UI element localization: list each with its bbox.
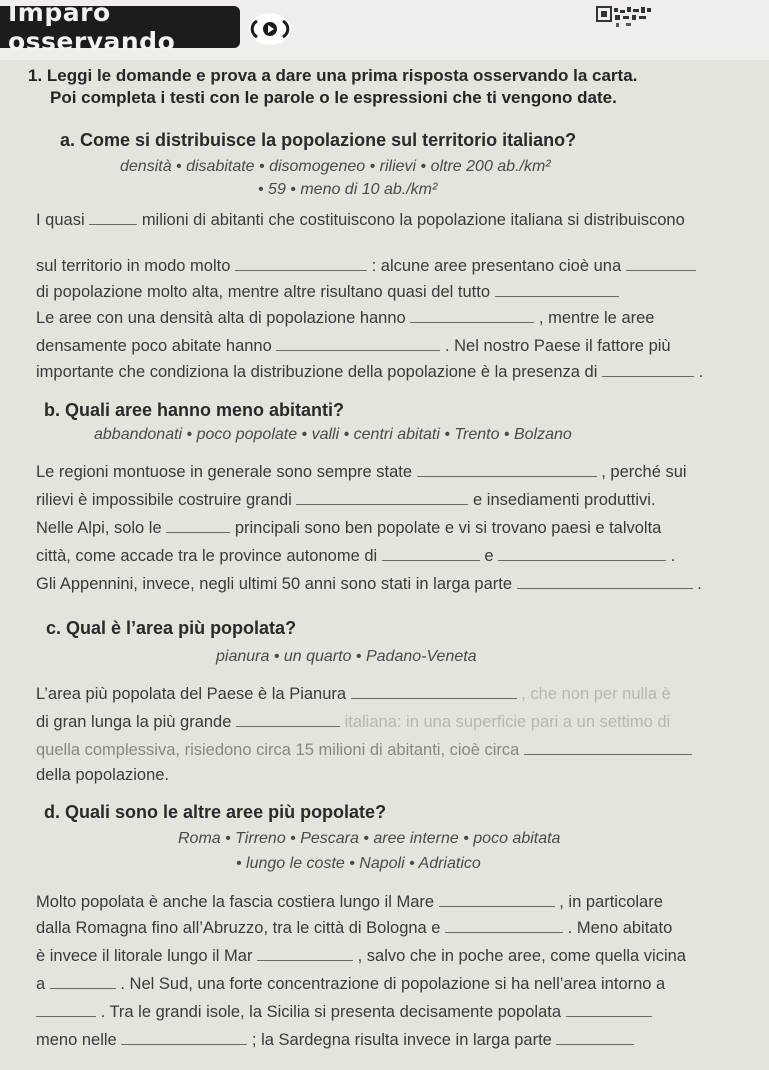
blank-a7[interactable] — [602, 362, 694, 377]
text-line-a2: sul territorio in modo molto : alcune aree presentano cioè una — [36, 256, 696, 276]
text-line-c2: di gran lunga la più grande italiana: in una superficie pari a un settimo di — [36, 713, 671, 731]
qr-code-icon[interactable] — [596, 6, 652, 32]
blank-a6[interactable] — [276, 336, 440, 351]
blank-d5[interactable] — [36, 1002, 96, 1017]
question-a: a. Come si distribuisce la popolazione sul territorio italiano? — [60, 130, 577, 150]
blank-d7[interactable] — [121, 1030, 247, 1045]
text-line-c3: quella complessiva, risiedono circa 15 milioni di abitanti, cioè circa — [36, 740, 692, 760]
text-line-d4: a . Nel Sud, una forte concentrazione di popolazione si ha nell’area intorno a — [36, 975, 666, 993]
blank-d4[interactable] — [50, 974, 116, 989]
question-d: d. Quali sono le altre aree più popolate? — [44, 802, 387, 822]
blank-d3[interactable] — [257, 946, 353, 961]
text-line-a5: densamente poco abitate hanno . Nel nostro Paese il fattore più — [36, 337, 671, 355]
blank-d6[interactable] — [566, 1002, 652, 1017]
blank-d2[interactable] — [445, 918, 563, 933]
word-bank-b-line-1: abbandonati • poco popolate • valli • centri abitati • Trento • Bolzano — [94, 426, 572, 443]
text-line-b5: Gli Appennini, invece, negli ultimi 50 anni sono stati in larga parte . — [36, 575, 702, 593]
blank-d8[interactable] — [556, 1030, 634, 1045]
text-line-c1: L’area più popolata del Paese è la Pianura , che non per nulla è — [36, 685, 671, 703]
blank-c2[interactable] — [236, 712, 340, 727]
word-bank-c-line-1: pianura • un quarto • Padano-Veneta — [216, 648, 477, 665]
instruction-line-2: Poi completa i testi con le parole o le espressioni che ti vengono date. — [50, 88, 617, 107]
blank-b6[interactable] — [517, 574, 693, 589]
text-line-d2: dalla Romagna fino all’Abruzzo, tra le città di Bologna e . Meno abitato — [36, 919, 673, 937]
text-line-a6: importante che condiziona la distribuzione della popolazione è la presenza di . — [36, 363, 704, 381]
blank-c3[interactable] — [524, 740, 692, 755]
blank-b4[interactable] — [382, 546, 480, 561]
text-line-d5: . Tra le grandi isole, la Sicilia si presenta decisamente popolata — [36, 1002, 652, 1022]
text-line-d6: meno nelle ; la Sardegna risulta invece in larga parte — [36, 1030, 634, 1050]
blank-a5[interactable] — [410, 308, 534, 323]
text-line-a1: I quasi milioni di abitanti che costituiscono la popolazione italiana si distribuiscono — [36, 211, 685, 229]
word-bank-a-line-2: • 59 • meno di 10 ab./km² — [258, 181, 438, 198]
page-title-box — [0, 0, 240, 56]
word-bank-d-line-2: • lungo le coste • Napoli • Adriatico — [236, 855, 481, 872]
blank-a1[interactable] — [89, 210, 137, 225]
text-line-b3: Nelle Alpi, solo le principali sono ben popolate e vi si trovano paesi e talvolta — [36, 519, 662, 537]
question-c: c. Qual è l’area più popolata? — [46, 618, 297, 638]
text-line-d1: Molto popolata è anche la fascia costiera lungo il Mare , in particolare — [36, 893, 663, 911]
audio-speaker-icon[interactable] — [248, 12, 292, 46]
text-line-a4: Le aree con una densità alta di popolazione hanno , mentre le aree — [36, 309, 655, 327]
blank-a4[interactable] — [495, 282, 619, 297]
word-bank-d-line-1: Roma • Tirreno • Pescara • aree interne • poco abitata — [178, 830, 561, 847]
question-b: b. Quali aree hanno meno abitanti? — [44, 400, 345, 420]
page-title: Imparo osservando — [8, 0, 176, 56]
blank-a3[interactable] — [626, 256, 696, 271]
blank-b5[interactable] — [498, 546, 666, 561]
instruction-line-1: 1. Leggi le domande e prova a dare una prima risposta osservando la carta. — [28, 66, 638, 85]
blank-b2[interactable] — [296, 490, 468, 505]
text-line-b4: città, come accade tra le province autonome di e . — [36, 547, 676, 565]
blank-c1[interactable] — [351, 684, 517, 699]
text-line-a3: di popolazione molto alta, mentre altre risultano quasi del tutto — [36, 282, 619, 302]
blank-b3[interactable] — [166, 518, 230, 533]
text-line-c4: della popolazione. — [36, 766, 170, 784]
word-bank-a-line-1: densità • disabitate • disomogeneo • rilievi • oltre 200 ab./km² — [120, 158, 551, 175]
blank-b1[interactable] — [417, 462, 597, 477]
text-line-b1: Le regioni montuose in generale sono sempre state , perché sui — [36, 463, 687, 481]
text-line-b2: rilievi è impossibile costruire grandi e insediamenti produttivi. — [36, 491, 656, 509]
blank-a2[interactable] — [235, 256, 367, 271]
text-line-d3: è invece il litorale lungo il Mar , salvo che in poche aree, come quella vicina — [36, 947, 686, 965]
blank-d1[interactable] — [439, 892, 555, 907]
